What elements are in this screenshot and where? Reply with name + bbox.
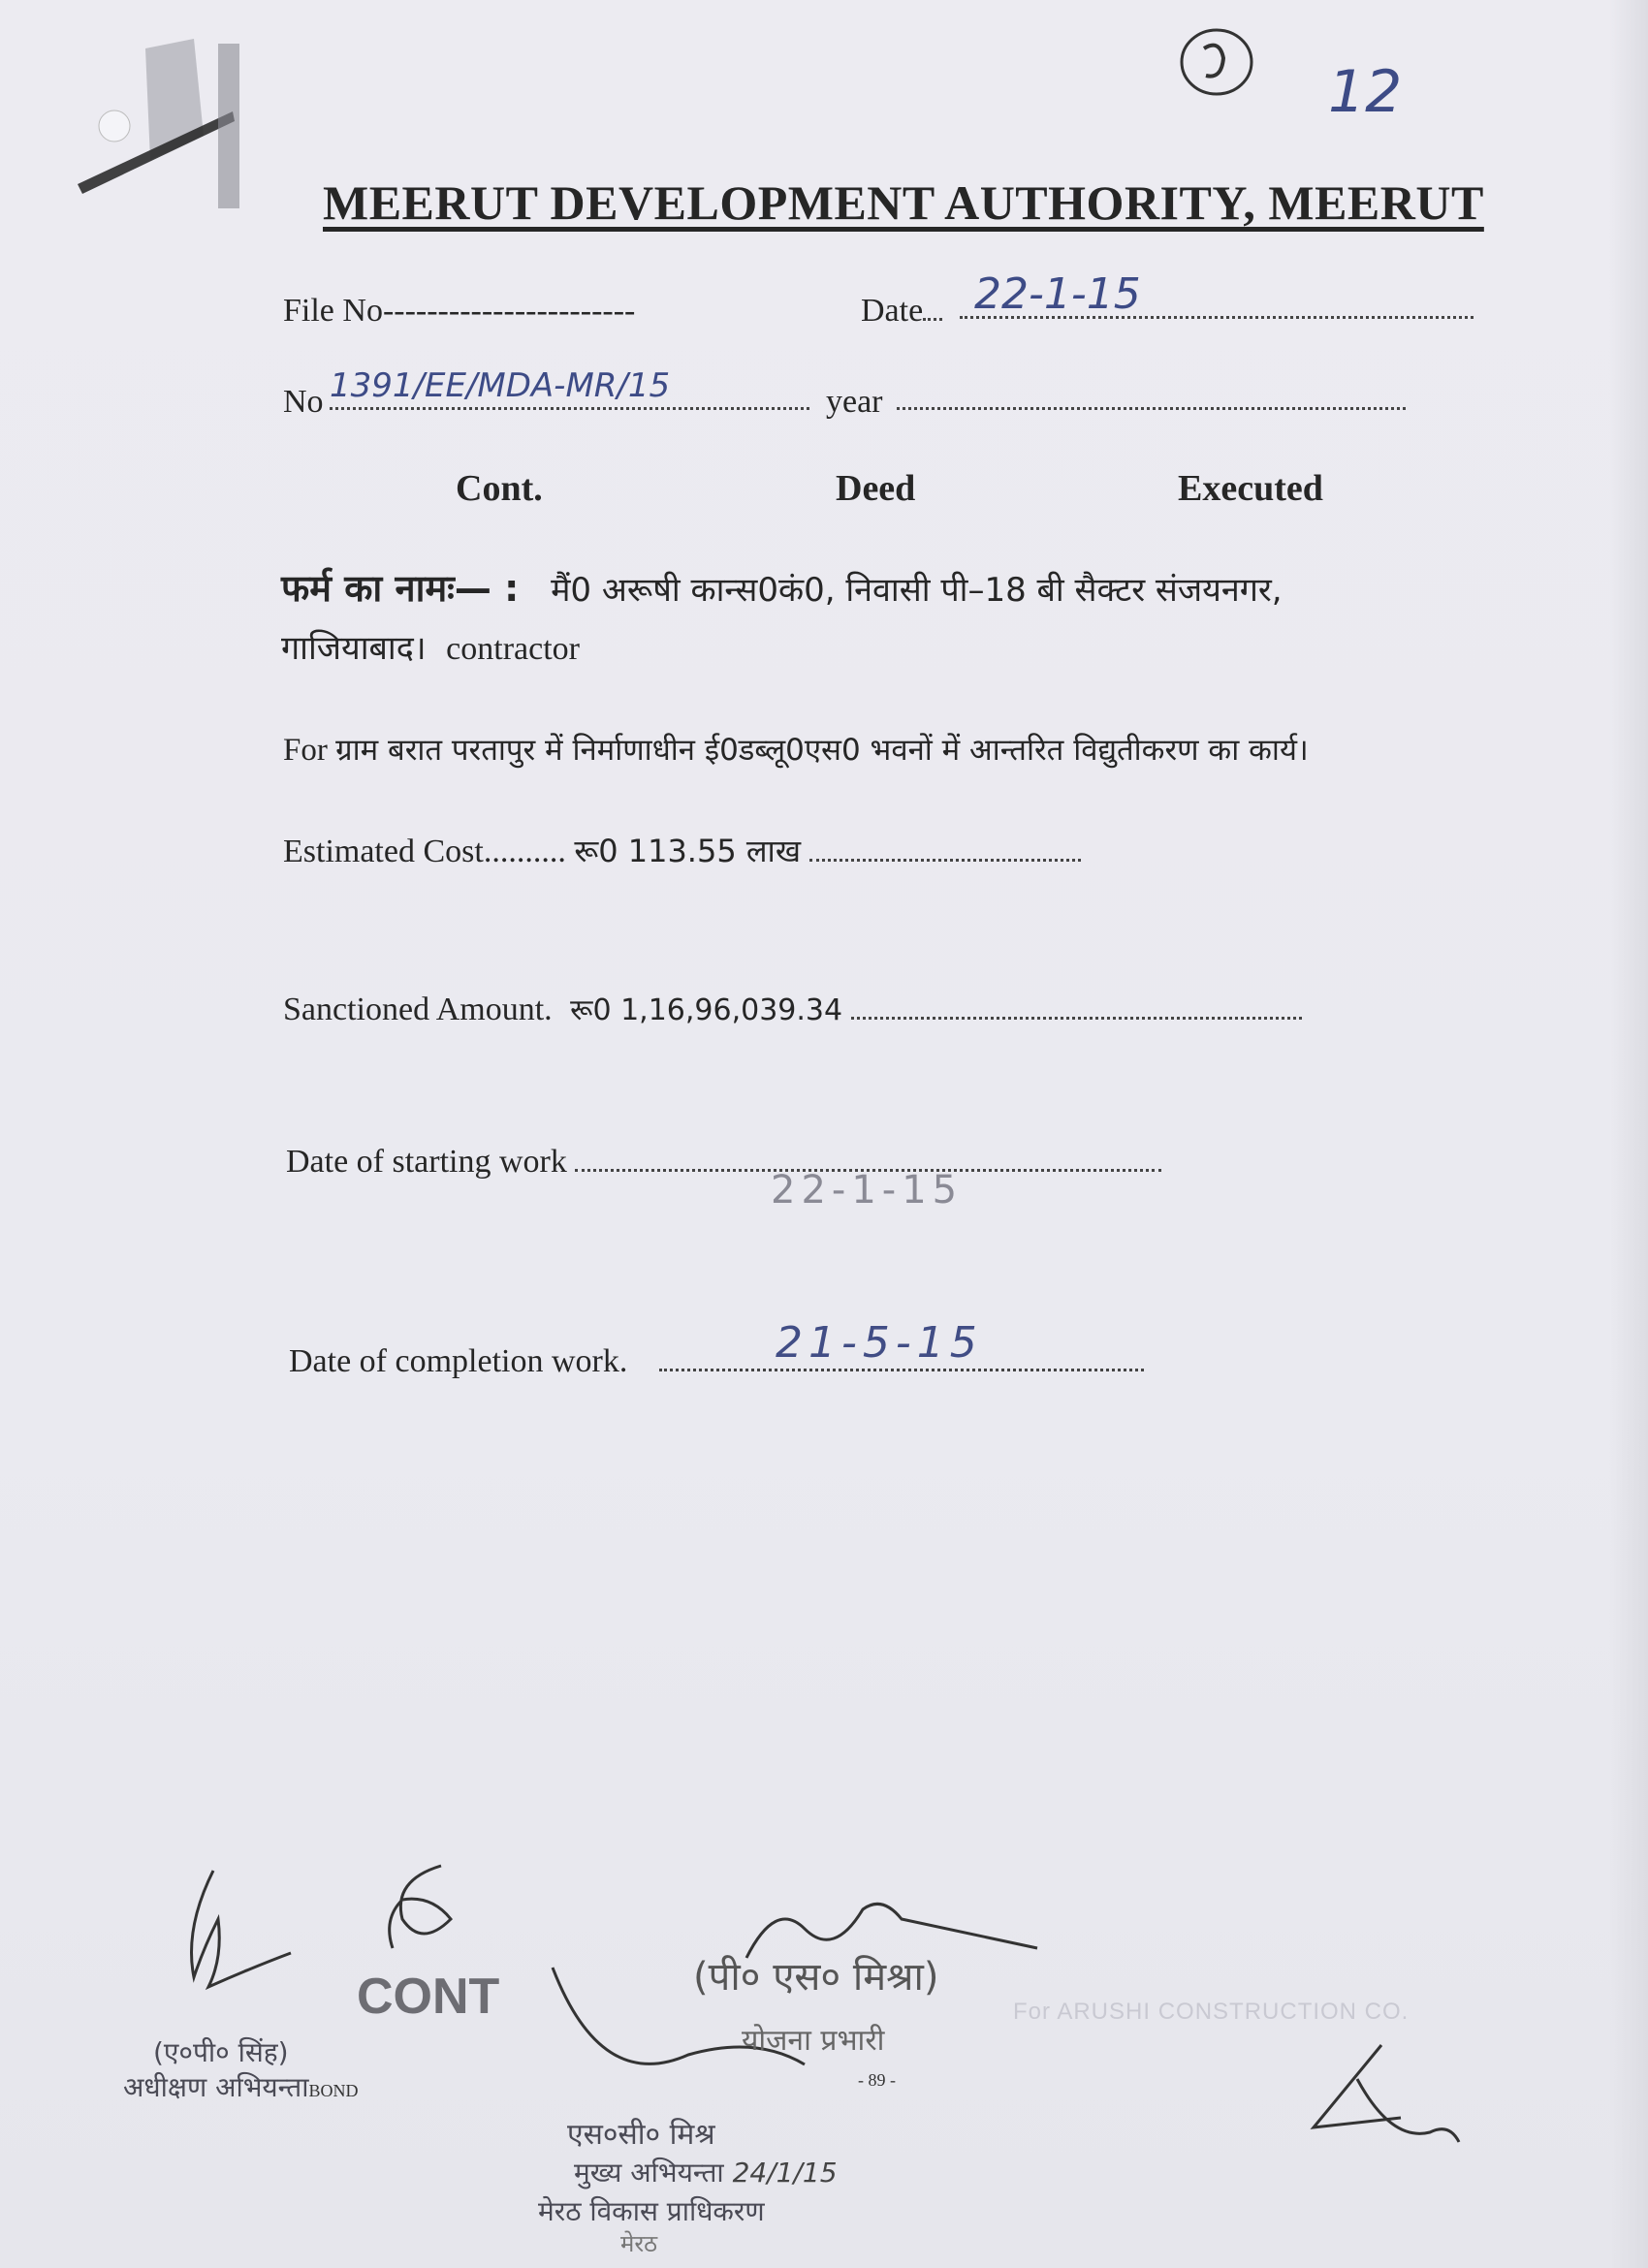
estimated-cost-row: [283, 830, 1081, 871]
left-signatory-name: (ए०पी० सिंह): [153, 2036, 289, 2068]
bottom-signatory-title: मुख्य अभियन्ता: [574, 2157, 724, 2189]
completion-date-value: 21-5-15: [776, 1318, 983, 1368]
stamp-bond: BOND: [308, 2081, 359, 2100]
date-label: Date: [861, 293, 924, 329]
file-no-label: File No-----------------------: [283, 293, 636, 329]
bottom-signatory-city: मेरठ: [620, 2230, 658, 2257]
left-signatory-title-row: [123, 2068, 359, 2105]
stamp-cont: CONT: [357, 1969, 500, 2025]
date-row: [861, 293, 942, 330]
firm-row: [281, 562, 1283, 613]
firm-suffix: contractor: [446, 631, 580, 667]
left-signatory-title: अधीक्षण अभियन्ता: [123, 2071, 309, 2103]
heading-deed: Deed: [836, 468, 916, 509]
completion-date-label: Date of completion work.: [289, 1343, 628, 1379]
work-row: [283, 729, 1309, 770]
file-no-row: [283, 293, 635, 330]
page-number: - 89 -: [858, 2070, 896, 2090]
signature-left: [165, 1861, 320, 1997]
bottom-signatory-date: 24/1/15: [732, 2157, 838, 2189]
start-date-row: [286, 1144, 1161, 1181]
firm-label: फर्म का नामः— :: [281, 567, 520, 610]
no-dotted-line: [330, 399, 809, 410]
sanctioned-amount-row: [283, 989, 1302, 1028]
signature-right: [1294, 2035, 1469, 2171]
work-description: ग्राम बरात परतापुर में निर्माणाधीन ई0डब्लू0एस0 भवनों में आन्तरित विद्युतीकरण का कार्य।: [335, 733, 1309, 768]
firm-row-2: [281, 624, 580, 669]
heading-cont: Cont.: [456, 468, 543, 509]
binder-clip-mark: [58, 29, 291, 204]
faint-stamp: For ARUSHI CONSTRUCTION CO.: [1013, 1999, 1410, 2025]
bottom-signatory-org: मेरठ विकास प्राधिकरण: [538, 2195, 765, 2227]
center-signatory-title: योजना प्रभारी: [742, 2024, 885, 2058]
no-value: 1391/EE/MDA-MR/15: [330, 366, 671, 405]
start-date-value: 22-1-15: [771, 1168, 964, 1213]
signature-initials: [364, 1861, 480, 1968]
year-dotted-line: [897, 399, 1406, 410]
work-prefix: For: [283, 733, 328, 768]
date-value: 22-1-15: [974, 269, 1141, 319]
circled-mark-icon: [1173, 19, 1260, 107]
firm-value: मैं0 अरूषी कान्स0कं0, निवासी पी–18 बी सैक्टर संजयनगर,: [551, 571, 1283, 610]
start-date-label: Date of starting work: [286, 1144, 567, 1180]
bottom-signatory-title-row: [574, 2154, 838, 2190]
center-signatory-name: (पी० एस० मिश्रा): [693, 1955, 939, 2000]
estimated-cost-label: Estimated Cost..........: [283, 834, 566, 869]
document-title: MEERUT DEVELOPMENT AUTHORITY, MEERUT: [323, 175, 1484, 230]
year-label: year: [826, 384, 883, 420]
sanctioned-amount-label: Sanctioned Amount.: [283, 992, 553, 1027]
bottom-signatory-name: एस०सी० मिश्र: [567, 2118, 715, 2152]
sanctioned-amount-value: रू0 1,16,96,039.34: [570, 993, 843, 1027]
date-dotted-line: [960, 308, 1474, 319]
no-label: No: [283, 384, 324, 420]
completion-date-row: [289, 1343, 1144, 1380]
estimated-cost-value: रू0 113.55 लाख: [574, 833, 802, 869]
firm-value-line2: गाजियाबाद।: [281, 629, 427, 668]
page-number-mark: 12: [1328, 58, 1403, 126]
heading-executed: Executed: [1178, 468, 1323, 509]
